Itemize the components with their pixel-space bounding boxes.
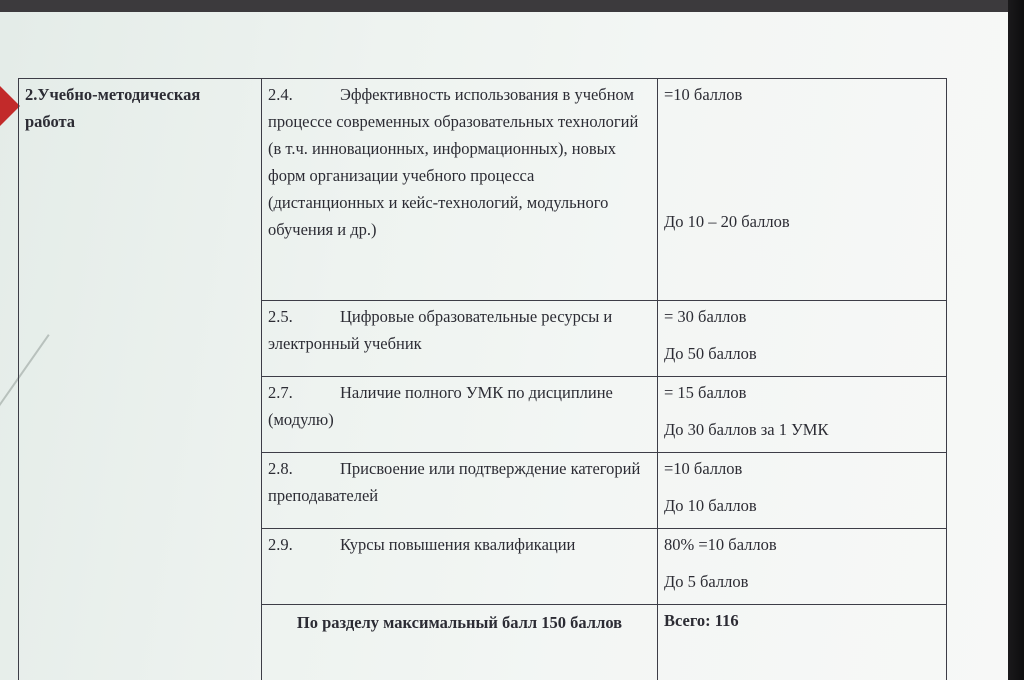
points-cell [658,79,947,301]
criterion-cell [262,79,658,301]
criterion-text: Курсы повышения квалификации [340,535,576,554]
points-value: = 30 баллов [664,307,747,326]
points-cell [658,453,947,529]
criterion-cell [262,529,658,605]
table-row [19,79,947,301]
criterion-cell [262,301,658,377]
points-value: = 15 баллов [664,383,747,402]
points-max: До 10 баллов [664,496,757,515]
criterion-text: Цифровые образовательные ресурсы и электронный учебник [268,307,613,353]
points-max: До 50 баллов [664,344,757,363]
criterion-text: Присвоение или подтверждение категорий преподавателей [268,459,641,505]
points-cell [658,529,947,605]
criterion-cell [262,377,658,453]
points-value: =10 баллов [664,85,743,104]
criteria-table [18,78,947,680]
total-value: Всего: 116 [664,611,739,630]
criterion-number: 2.8. [268,459,293,478]
criterion-number: 2.4. [268,85,293,104]
points-max: До 5 баллов [664,572,749,591]
criterion-text: Наличие полного УМК по дисциплине (модулю) [268,383,613,429]
presentation-screen [0,12,1008,680]
criterion-number: 2.5. [268,307,293,326]
points-value: 80% =10 баллов [664,535,777,554]
points-cell [658,377,947,453]
section-title: 2.Учебно-методическая работа [25,85,201,131]
section-cell [19,79,262,680]
criterion-number: 2.7. [268,383,293,402]
points-max: До 10 – 20 баллов [664,212,790,231]
document-slide [18,78,947,680]
screen-edge [1008,0,1024,680]
points-max: До 30 баллов за 1 УМК [664,420,829,439]
red-arrow-icon [0,86,20,126]
total-value-cell [658,605,947,680]
criterion-number: 2.9. [268,535,293,554]
criterion-cell [262,453,658,529]
points-cell [658,301,947,377]
criterion-text: Эффективность использования в учебном процессе современных образовательных технологий (в т.ч. инновационных, информационных), новых форм организации учебного процесса (дистанционных и кейс-технологий, модульного обучения и др.) [268,85,639,239]
total-label: По разделу максимальный балл 150 баллов [296,613,623,632]
points-value: =10 баллов [664,459,743,478]
total-label-cell [262,605,658,680]
